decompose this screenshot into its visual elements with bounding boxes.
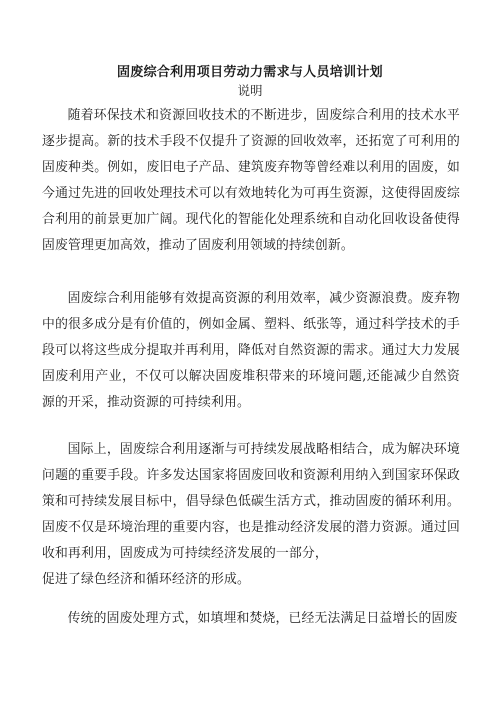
paragraph-3-block [42, 437, 460, 593]
paragraph-1: 随着环保技术和资源回收技术的不断进步，固废综合利用的技术水平逐步提高。新的技术手段不仅提升了资源的回收效率，还拓宽了可利用的固废种类。例如，废旧电子产品、建筑废弃物等曾经难以利用的固废，如今通过先进的回收处理技术可以有效地转化为可再生资源，这使得固废综合利用的前景更加广阔。现代化的智能化处理系统和自动化回收设备使得固废管理更加高效，推动了固废利用领域的持续创新。 [42, 108, 460, 253]
paragraph-3-continuation: 促进了绿色经济和循环经济的形成。 [42, 572, 250, 587]
document-subtitle: 说明 [237, 83, 263, 98]
paragraph-3: 国际上，固废综合利用逐渐与可持续发展战略相结合，成为解决环境问题的重要手段。许多发达国家将固废回收和资源利用纳入到国家环保政策和可持续发展目标中，倡导绿色低碳生活方式，推动固废的循环利用。固废不仅是环境治理的重要内容，也是推动经济发展的潜力资源。通过回收和再利用，固废成为可持续经济发展的一部分， [42, 442, 460, 561]
document-title: 固废综合利用项目劳动力需求与人员培训计划 [116, 65, 383, 80]
paragraph-4: 传统的固废处理方式，如填埋和焚烧，已经无法满足日益增长的固废 [67, 611, 458, 626]
paragraph-2: 固废综合利用能够有效提高资源的利用效率，减少资源浪费。废弃物中的很多成分是有价值的，例如金属、塑料、纸张等，通过科学技术的手段可以将这些成分提取并再利用，降低对自然资源的需求。通过大力发展固废利用产业，不仅可以解决固废堆积带来的环境问题,还能减少自然资源的开采，推动资源的可持续利用。 [42, 291, 460, 410]
